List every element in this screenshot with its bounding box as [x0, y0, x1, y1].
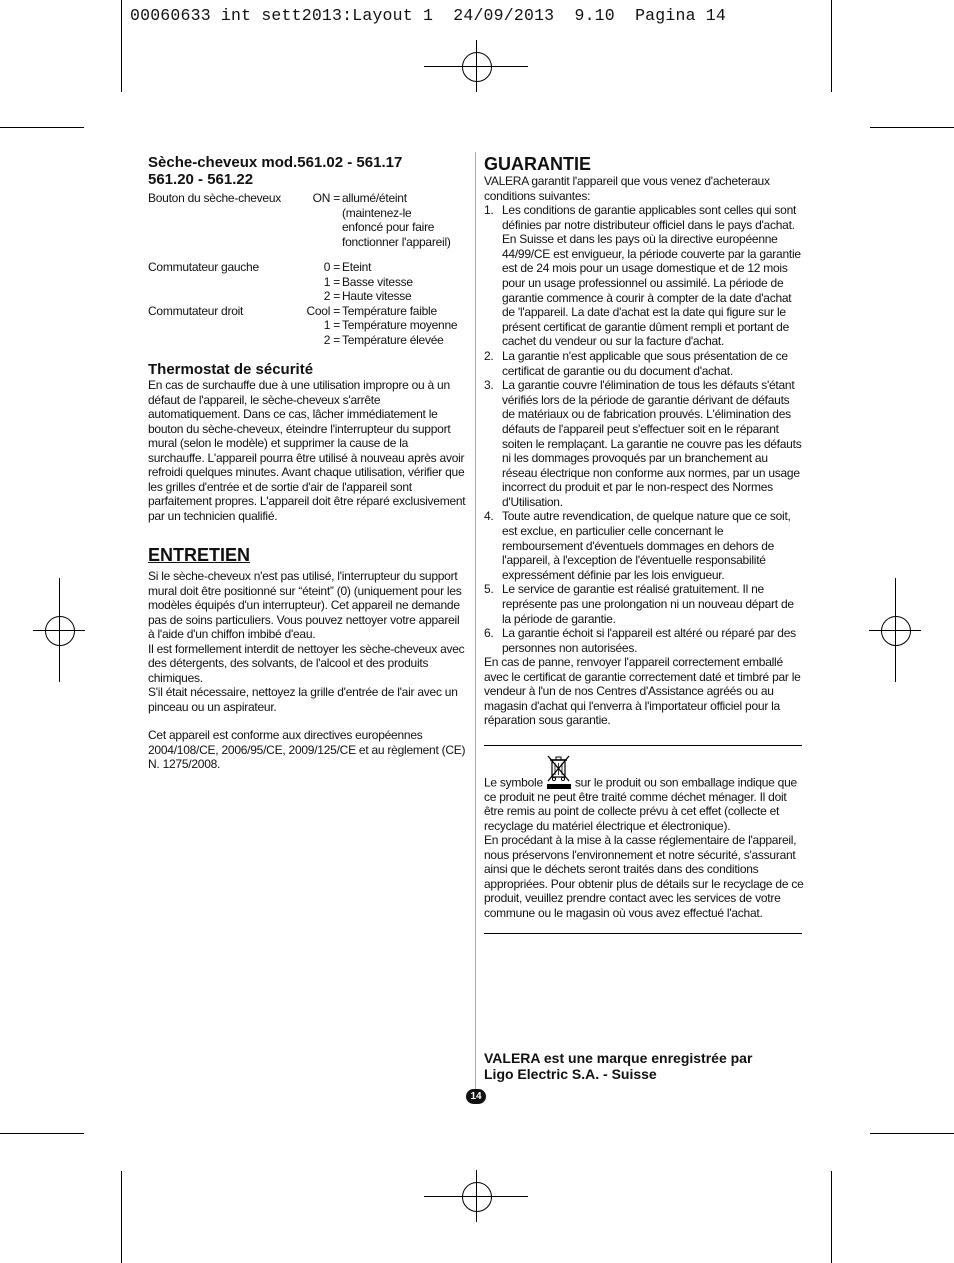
divider-top — [484, 745, 802, 746]
weee-paragraph-1: Le symbole sur le produit ou son emballage indique que ce produit ne peut être traité comme déchet ménager. Il doit être remis au point de collecte prévu à cet effet (collecte et recyclage du matériel électrique et électronique). — [484, 754, 804, 834]
divider-bottom — [484, 933, 802, 934]
guarantee-intro: VALERA garantit l'appareil que vous venez d'acheteraux conditions suivantes: — [484, 174, 770, 203]
column-divider — [475, 152, 476, 1090]
thermostat-text: En cas de surchauffe due à une utilisation impropre ou à un défaut de l'appareil, le sèche-cheveux s'arrête automatiquement. Dans ce cas, lâcher immédiatement le bouton du sèche-cheveux, éteindre l'interrupteur du support mural (selon le modèle) et supprimer la cause de la surchauffe. L'appareil pourra être utilisé à nouveau après avoir refroidi quelques minutes. Avant chaque utilisation, vérifier que les grilles d'entrée et de sortie d'air de l'appareil sont parfaitement propres. L'appareil doit être réparé exclusivement par un technicien qualifié. — [148, 378, 466, 523]
entretien-paragraph-1: Si le sèche-cheveux n'est pas utilisé, l'interrupteur du support mural doit être positionné sur “éteint” (0) (uniquement pour les modèles équipés d'un interrupteur). Cet appareil ne demande pas de soins particuliers. Vous pouvez nettoyer votre appareil à l'aide d'un chiffon imbibé d'eau. — [148, 569, 462, 641]
guarantee-outro: En cas de panne, renvoyer l'appareil correctement emballé avec le certificat de garantie correctement daté et timbré par le vendeur à l'un de nos Centres d'Assistance agréés ou au magasin d'achat qui l'enverra à l'importateur officiel pour la réparation sous garantie. — [484, 655, 801, 728]
list-item: 2. La garantie n'est applicable que sous présentation de ce certificat de garantie ou du document d'achat. — [484, 348, 788, 378]
thermostat-heading: Thermostat de sécurité — [148, 361, 314, 378]
entretien-paragraph-2: Il est formellement interdit de nettoyer les sèche-cheveux avec des détergents, des solvants, de l'alcool et des produits chimiques. — [148, 641, 465, 685]
list-item: 5. Le service de garantie est réalisé gratuitement. Il ne représente pas une prolongation ni un nouveau départ de la période de garantie. — [484, 582, 794, 626]
list-item: 3. La garantie couvre l'élimination de tous les défauts s'étant vérifiés lors de la période de garantie dérivant de défauts de matériaux ou de fabrication prouvés. L'élimination des défauts de l'appareil peut s'effectuer soit en le réparant soiten le remplaçant. La garantie ne couvre pas les défauts ni les dommages provoqués par un branchement au réseau électrique non conforme aux normes, par un usage incorrect du produit et par le non-respect des Normes d'Utilisation. — [484, 378, 802, 509]
weee-paragraph-2: En procédant à la mise à la casse réglementaire de l'appareil, nous préservons l'environnement et notre sécurité, s'assurant ainsi que le déchets seront traités dans des conditions appropriées. Pour obtenir plus de détails sur le recyclage de ce produit, veuillez prendre contact avec les services de votre commune ou le magasin où vous avez effectué l'achat. — [484, 833, 804, 920]
print-slug: 00060633 int sett2013:Layout 1 24/09/2013 9.10 Pagina 14 — [130, 6, 726, 25]
guarantee-heading: GUARANTIE — [484, 154, 591, 174]
brand-notice: VALERA est une marque enregistrée par Ligo Electric S.A. - Suisse — [484, 1050, 753, 1082]
product-title: Sèche-cheveux mod.561.02 - 561.17 561.20 - 561.22 — [148, 154, 403, 188]
list-item: 4. Toute autre revendication, de quelque nature que ce soit, est exclue, en particulier celle concernant le remboursement d'éventuels dommages en dehors de l'appareil, à l'exception de l'éventuelle responsabilité expressément définie par les lois envigueur. — [484, 509, 791, 582]
entretien-paragraph-3: S'il était nécessaire, nettoyez la grille d'entrée de l'air avec un pinceau ou un aspirateur. — [148, 685, 458, 714]
conformity-statement: Cet appareil est conforme aux directives européennes 2004/108/CE, 2006/95/CE, 2009/125/CE et au règlement (CE) N. 1275/2008. — [148, 728, 466, 771]
spec-switches: Commutateur gauche 0 = Eteint 1 = Basse vitesse 2 = Haute vitesse Commutateur droit Cool = Température faible 1 = Température moyenne 2 = Température élevée — [148, 260, 458, 347]
guarantee-conditions-list — [484, 203, 804, 655]
page-number-badge: 14 — [466, 1089, 486, 1104]
list-item: 6. La garantie échoit si l'appareil est altéré ou réparé par des personnes non autorisées. — [484, 626, 796, 655]
entretien-heading: ENTRETIEN — [148, 545, 251, 565]
left-column — [148, 154, 466, 772]
crossed-bin-icon — [546, 754, 572, 790]
list-item: 1. Les conditions de garantie applicables sont celles qui sont définies par notre distributeur officiel dans le pays d'achat. En Suisse et dans les pays où la directive européenne 44/99/CE est envigueur, la période couverte par la garantie est de 24 mois pour un usage domestique et de 12 mois pour un usage professionnel ou assimilé. La période de garantie commence à courir à compter de la date d'achat de 'l'appareil. La date d'achat est la date qui figure sur le présent certificat de garantie dûment rempli et portant de cachet du vendeur ou sur la facture d'achat. — [484, 203, 801, 349]
right-column — [484, 154, 804, 1082]
spec-button: Bouton du sèche-cheveux ON = allumé/éteint (maintenez-le enfoncé pour faire fonctionner l'appareil) — [148, 191, 451, 249]
